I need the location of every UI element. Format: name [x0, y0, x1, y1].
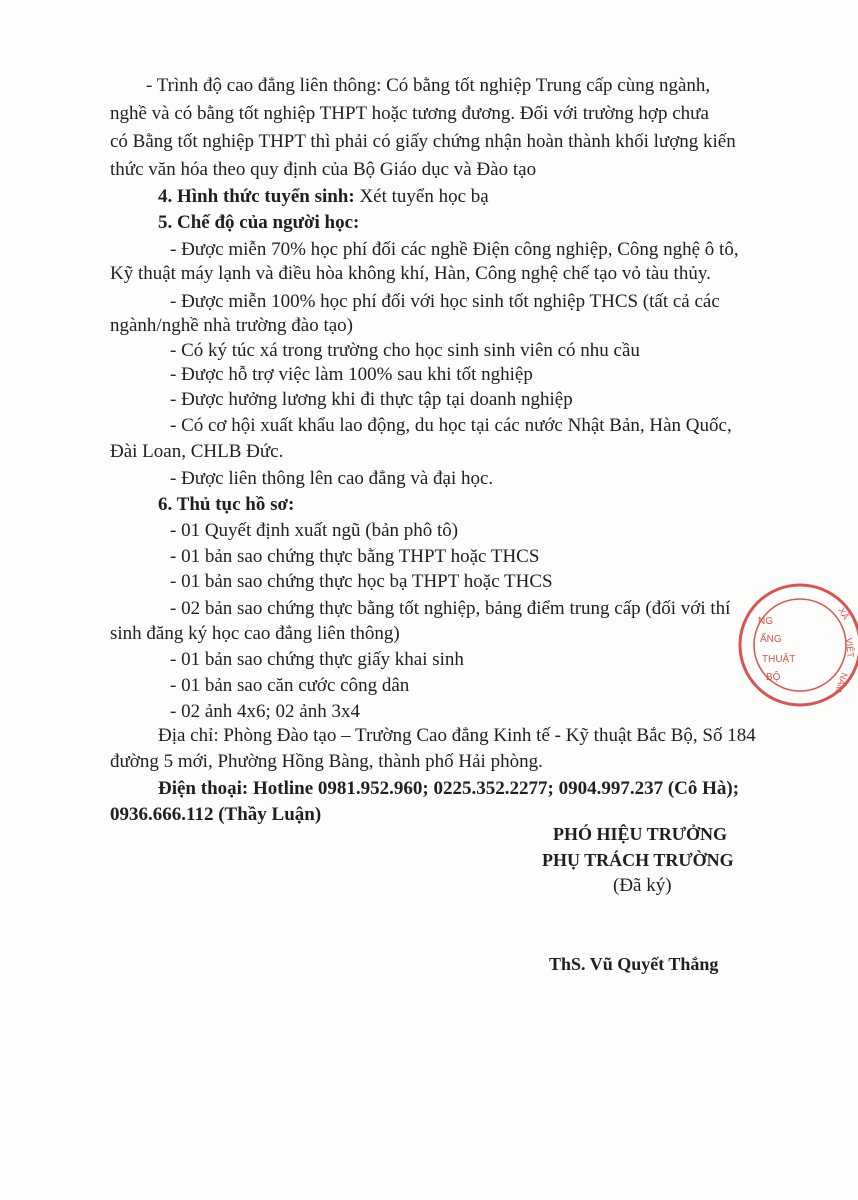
benefit-item: - Được hỗ trợ việc làm 100% sau khi tốt nghiệp [170, 364, 533, 385]
signature-title-1: PHÓ HIỆU TRƯỞNG [553, 824, 728, 844]
benefit-item: - Được miễn 70% học phí đối các nghề Điện công nghiệp, Công nghệ ô tô, [170, 239, 739, 260]
paragraph-line: có Bằng tốt nghiệp THPT thì phải có giấy chứng nhận hoàn thành khối lượng kiến [110, 131, 736, 152]
benefit-item: - Có ký túc xá trong trường cho học sinh sinh viên có nhu cầu [170, 340, 640, 361]
section-heading-6: 6. Thủ tục hồ sơ: [158, 494, 295, 515]
phone-line: Điện thoại: Hotline 0981.952.960; 0225.352.2277; 0904.997.237 (Cô Hà); [158, 778, 740, 799]
svg-text:THUẬT: THUẬT [762, 654, 796, 665]
benefit-item-cont: Đài Loan, CHLB Đức. [110, 441, 284, 462]
svg-text:NAM: NAM [833, 671, 850, 694]
svg-text:ẤNG: ẤNG [760, 634, 782, 645]
signature-signed-note: (Đã ký) [613, 875, 672, 896]
document-item-cont: sinh đăng ký học cao đẳng liên thông) [110, 623, 400, 644]
benefit-item: - Có cơ hội xuất khẩu lao động, du học tại các nước Nhật Bản, Hàn Quốc, [170, 415, 732, 436]
document-item: - 01 bản sao căn cước công dân [170, 675, 410, 696]
benefit-item-cont: ngành/nghề nhà trường đào tạo) [110, 315, 354, 336]
svg-text:NG: NG [758, 616, 773, 627]
paragraph-line: - Trình độ cao đẳng liên thông: Có bằng tốt nghiệp Trung cấp cùng ngành, [146, 75, 711, 96]
svg-text:BỘ: BỘ [766, 672, 781, 683]
address-line: Địa chỉ: Phòng Đào tạo – Trường Cao đẳng Kinh tế - Kỹ thuật Bắc Bộ, Số 184 [158, 725, 756, 746]
benefit-item: - Được miễn 100% học phí đối với học sinh tốt nghiệp THCS (tất cả các [170, 291, 720, 312]
document-item: - 02 ảnh 4x6; 02 ảnh 3x4 [170, 701, 360, 722]
svg-text:VIỆT: VIỆT [844, 637, 856, 659]
phone-line-cont: 0936.666.112 (Thầy Luận) [110, 804, 322, 825]
document-item: - 01 bản sao chứng thực giấy khai sinh [170, 649, 464, 670]
paragraph-line: thức văn hóa theo quy định của Bộ Giáo dục và Đào tạo [110, 159, 537, 180]
address-line-cont: đường 5 mới, Phường Hồng Bàng, thành phố Hải phòng. [110, 751, 543, 772]
section-heading-4: 4. Hình thức tuyển sinh: Xét tuyển học bạ [158, 186, 489, 207]
benefit-item: - Được liên thông lên cao đẳng và đại học. [170, 468, 494, 489]
official-seal-stamp [738, 580, 858, 730]
signature-title-2: PHỤ TRÁCH TRƯỜNG [542, 850, 734, 870]
signatory-name: ThS. Vũ Quyết Thắng [549, 954, 719, 974]
document-item: - 02 bản sao chứng thực bằng tốt nghiệp, bảng điểm trung cấp (đối với thí [170, 598, 731, 619]
paragraph-line: nghề và có bằng tốt nghiệp THPT hoặc tương đương. Đối với trường hợp chưa [110, 103, 709, 124]
document-item: - 01 bản sao chứng thực học bạ THPT hoặc THCS [170, 571, 553, 592]
benefit-item-cont: Kỹ thuật máy lạnh và điều hòa không khí, Hàn, Công nghệ chế tạo vỏ tàu thủy. [110, 263, 711, 284]
svg-text:XÃ: XÃ [836, 606, 851, 622]
document-item: - 01 Quyết định xuất ngũ (bản phô tô) [170, 520, 459, 541]
document-item: - 01 bản sao chứng thực bằng THPT hoặc THCS [170, 546, 540, 567]
benefit-item: - Được hưởng lương khi đi thực tập tại doanh nghiệp [170, 389, 573, 410]
section-heading-5: 5. Chế độ của người học: [158, 212, 360, 233]
